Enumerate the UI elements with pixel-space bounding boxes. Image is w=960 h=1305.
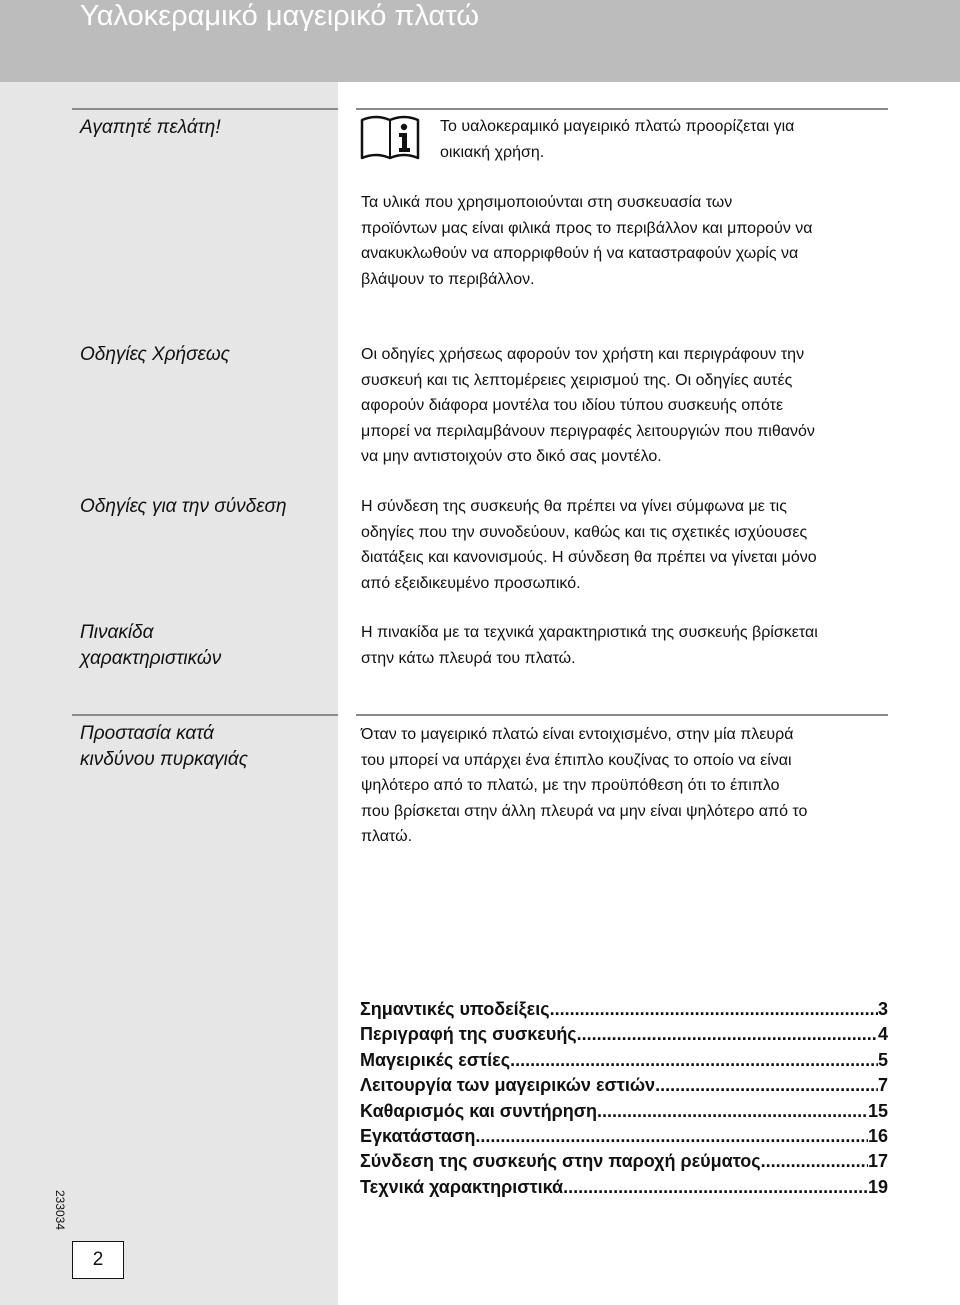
toc-title: Εγκατάσταση [360,1125,476,1146]
toc-title: Σύνδεση της συσκευής στην παροχή ρεύματος [360,1151,761,1172]
toc-leader [510,1050,878,1071]
page-title: Υαλοκεραμικό μαγειρικό πλατώ [80,0,479,32]
text-line: στην κάτω πλευρά του πλατώ. [361,649,576,667]
text-line: συσκευή και τις λεπτομέρειες χειρισμού της. Οι οδηγίες αυτές [361,371,793,389]
rule-mid-left [72,714,338,716]
text-line: του μπορεί να υπάρχει ένα έπιπλο κουζίνας το οποίο να είναι [361,751,792,769]
toc-entry[interactable] [360,1126,888,1151]
rule-top-right [356,108,888,110]
toc-entry[interactable] [360,1024,888,1049]
toc-page: 15 [867,1100,888,1121]
label-fire-protection [80,721,248,773]
page-number-box [72,1241,124,1279]
info-text [440,114,794,165]
toc-page: 19 [867,1176,888,1197]
text-line: που βρίσκεται στην άλλη πλευρά να μην είναι ψηλότερο από το [361,802,808,820]
page-number: 2 [92,1249,104,1270]
toc-leader [563,1177,868,1198]
text-line: Η σύνδεση της συσκευής θα πρέπει να γίνει σύμφωνα με τις [361,498,787,515]
text-line: ανακυκλωθούν να απορριφθούν ή να καταστραφούν χωρίς να [361,245,799,262]
toc-title: Περιγραφή της συσκευής [360,1024,577,1045]
toc-entry[interactable] [360,999,888,1024]
text-line: Τα υλικά που χρησιμοποιούνται στη συσκευασία των [361,194,733,211]
toc-title: Τεχνικά χαρακτηριστικά [360,1176,564,1197]
info-book-icon [358,112,422,162]
instructions-text [361,342,815,470]
label-line: Πινακίδα [80,622,154,643]
toc-entry[interactable] [360,1075,888,1100]
label-line: χαρακτηριστικών [80,648,222,669]
rule-mid-right [356,714,888,716]
document-code [47,1180,73,1240]
text-line: από εξειδικευμένο προσωπικό. [361,574,581,592]
toc-title: Σημαντικές υποδείξεις [360,999,550,1019]
toc-page: 4 [877,1024,888,1045]
rating-plate-text [361,620,818,671]
table-of-contents [360,999,888,1202]
toc-title: Μαγειρικές εστίες [360,1049,511,1070]
text-line: αφορούν διάφορα μοντέλα του ιδίου τύπου συσκευής οπότε [361,397,784,414]
fire-protection-text [361,722,807,850]
left-column [0,82,338,1305]
toc-page: 17 [867,1151,888,1172]
toc-entry[interactable] [360,1101,888,1126]
label-greeting: Αγαπητέ πελάτη! [80,117,221,138]
text-line: ψηλότερο από το πλατώ, με την προϋπόθεση ότι το έπιπλο [361,777,780,794]
text-line: οικιακή χρήση. [440,143,545,161]
label-line: Προστασία κατά [80,723,214,744]
toc-title: Λειτουργία των μαγειρικών εστιών [360,1075,656,1096]
text-line: Το υαλοκεραμικό μαγειρικό πλατώ προορίζεται για [440,118,795,135]
toc-entry[interactable] [360,1151,888,1176]
text-line: να μην αντιστοιχούν στο δικό σας μοντέλο. [361,448,662,465]
label-connection: Οδηγίες για την σύνδεση [80,496,287,517]
eco-text [361,190,813,292]
page-header [0,0,960,82]
toc-title: Καθαρισμός και συντήρηση [360,1100,598,1121]
document-code-text: 233034 [53,1189,67,1231]
toc-page: 7 [877,1075,888,1096]
toc-leader [761,1151,868,1172]
toc-leader [597,1101,868,1122]
toc-leader [577,1024,878,1045]
text-line: πλατώ. [361,828,413,845]
text-line: προϊόντων μας είναι φιλικά προς το περιβάλλον και μπορούν να [361,219,813,237]
connection-text [361,494,817,596]
rule-top-left [72,108,338,110]
text-line: οδηγίες που την συνοδεύουν, καθώς και τις σχετικές ισχύουσες [361,523,808,541]
label-instructions: Οδηγίες Χρήσεως [80,344,230,365]
toc-entry[interactable] [360,1050,888,1075]
text-line: Η πινακίδα με τα τεχνικά χαρακτηριστικά της συσκευής βρίσκεται [361,624,818,641]
label-rating-plate [80,620,221,672]
toc-leader [475,1126,868,1147]
text-line: μπορεί να περιλαμβάνουν περιγραφές λειτουργιών που πιθανόν [361,422,815,440]
text-line: Οι οδηγίες χρήσεως αφορούν τον χρήστη και περιγράφουν την [361,346,805,363]
text-line: βλάψουν το περιβάλλον. [361,270,535,288]
label-line: κινδύνου πυρκαγιάς [80,749,248,770]
toc-entry[interactable] [360,1177,888,1202]
text-line: διατάξεις και κανονισμούς. Η σύνδεση θα πρέπει να γίνεται μόνο [361,549,817,566]
toc-page: 16 [867,1125,888,1146]
toc-page: 3 [877,999,888,1019]
toc-leader [550,999,878,1020]
toc-leader [655,1075,878,1096]
toc-page: 5 [877,1049,888,1070]
text-line: Όταν το μαγειρικό πλατώ είναι εντοιχισμένο, στην μία πλευρά [361,726,794,743]
